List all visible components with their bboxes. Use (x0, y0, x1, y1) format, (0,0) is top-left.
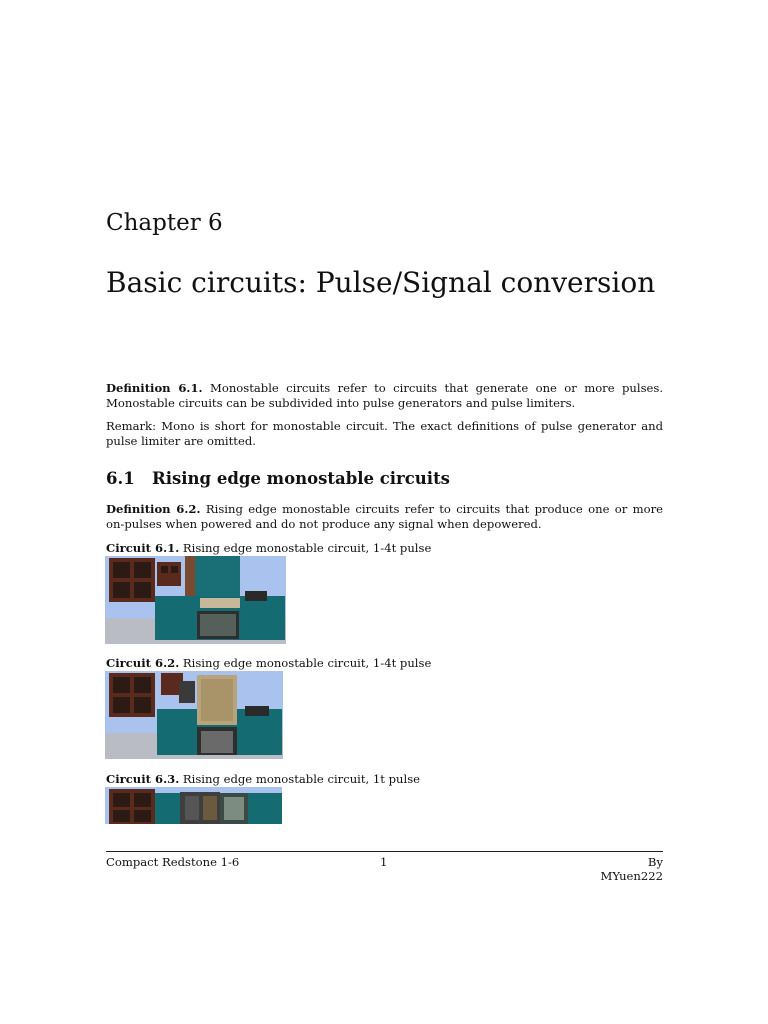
circuit-caption-text: Rising edge monostable circuit, 1-4t pulse (182, 541, 432, 555)
circuit-caption-text: Rising edge monostable circuit, 1t pulse (182, 772, 421, 786)
circuit-6-2-caption (106, 656, 431, 671)
definition-6-2 (106, 502, 663, 532)
circuit-label: Circuit 6.3. (106, 772, 180, 786)
circuit-label: Circuit 6.1. (106, 541, 180, 555)
circuit-6-3-caption (106, 772, 420, 787)
definition-text: Monostable circuits refer to circuits that generate one or more pulses. Monostable circuits can be subdivided into pulse generators and pulse limiters. (106, 381, 664, 410)
chapter-label: Chapter 6 (106, 210, 223, 236)
circuit-6-1-caption (106, 541, 431, 556)
definition-text: Rising edge monostable circuits refer to circuits that produce one or more on-pulses when powered and do not produce any signal when depowered. (106, 502, 664, 531)
footer-rule (106, 851, 663, 852)
definition-label: Definition 6.1. (106, 381, 203, 395)
section-title: Rising edge monostable circuits (152, 469, 450, 488)
section-number: 6.1 (106, 469, 135, 488)
circuit-label: Circuit 6.2. (106, 656, 180, 670)
circuit-caption-text: Rising edge monostable circuit, 1-4t pulse (182, 656, 432, 670)
circuit-6-3-screenshot (105, 787, 282, 824)
remark: Remark: Mono is short for monostable circuit. The exact definitions of pulse generator and pulse limiter are omitted. (106, 419, 663, 448)
circuit-6-2-screenshot (105, 671, 283, 759)
section-heading (106, 468, 450, 490)
footer-page-number: 1 (380, 855, 388, 869)
circuit-6-1-screenshot (105, 556, 286, 644)
footer-book-title: Compact Redstone 1-6 (106, 855, 240, 869)
footer-author: By MYuen222 (600, 855, 663, 883)
chapter-title: Basic circuits: Pulse/Signal conversion (106, 266, 656, 299)
definition-label: Definition 6.2. (106, 502, 201, 516)
definition-6-1 (106, 381, 663, 411)
